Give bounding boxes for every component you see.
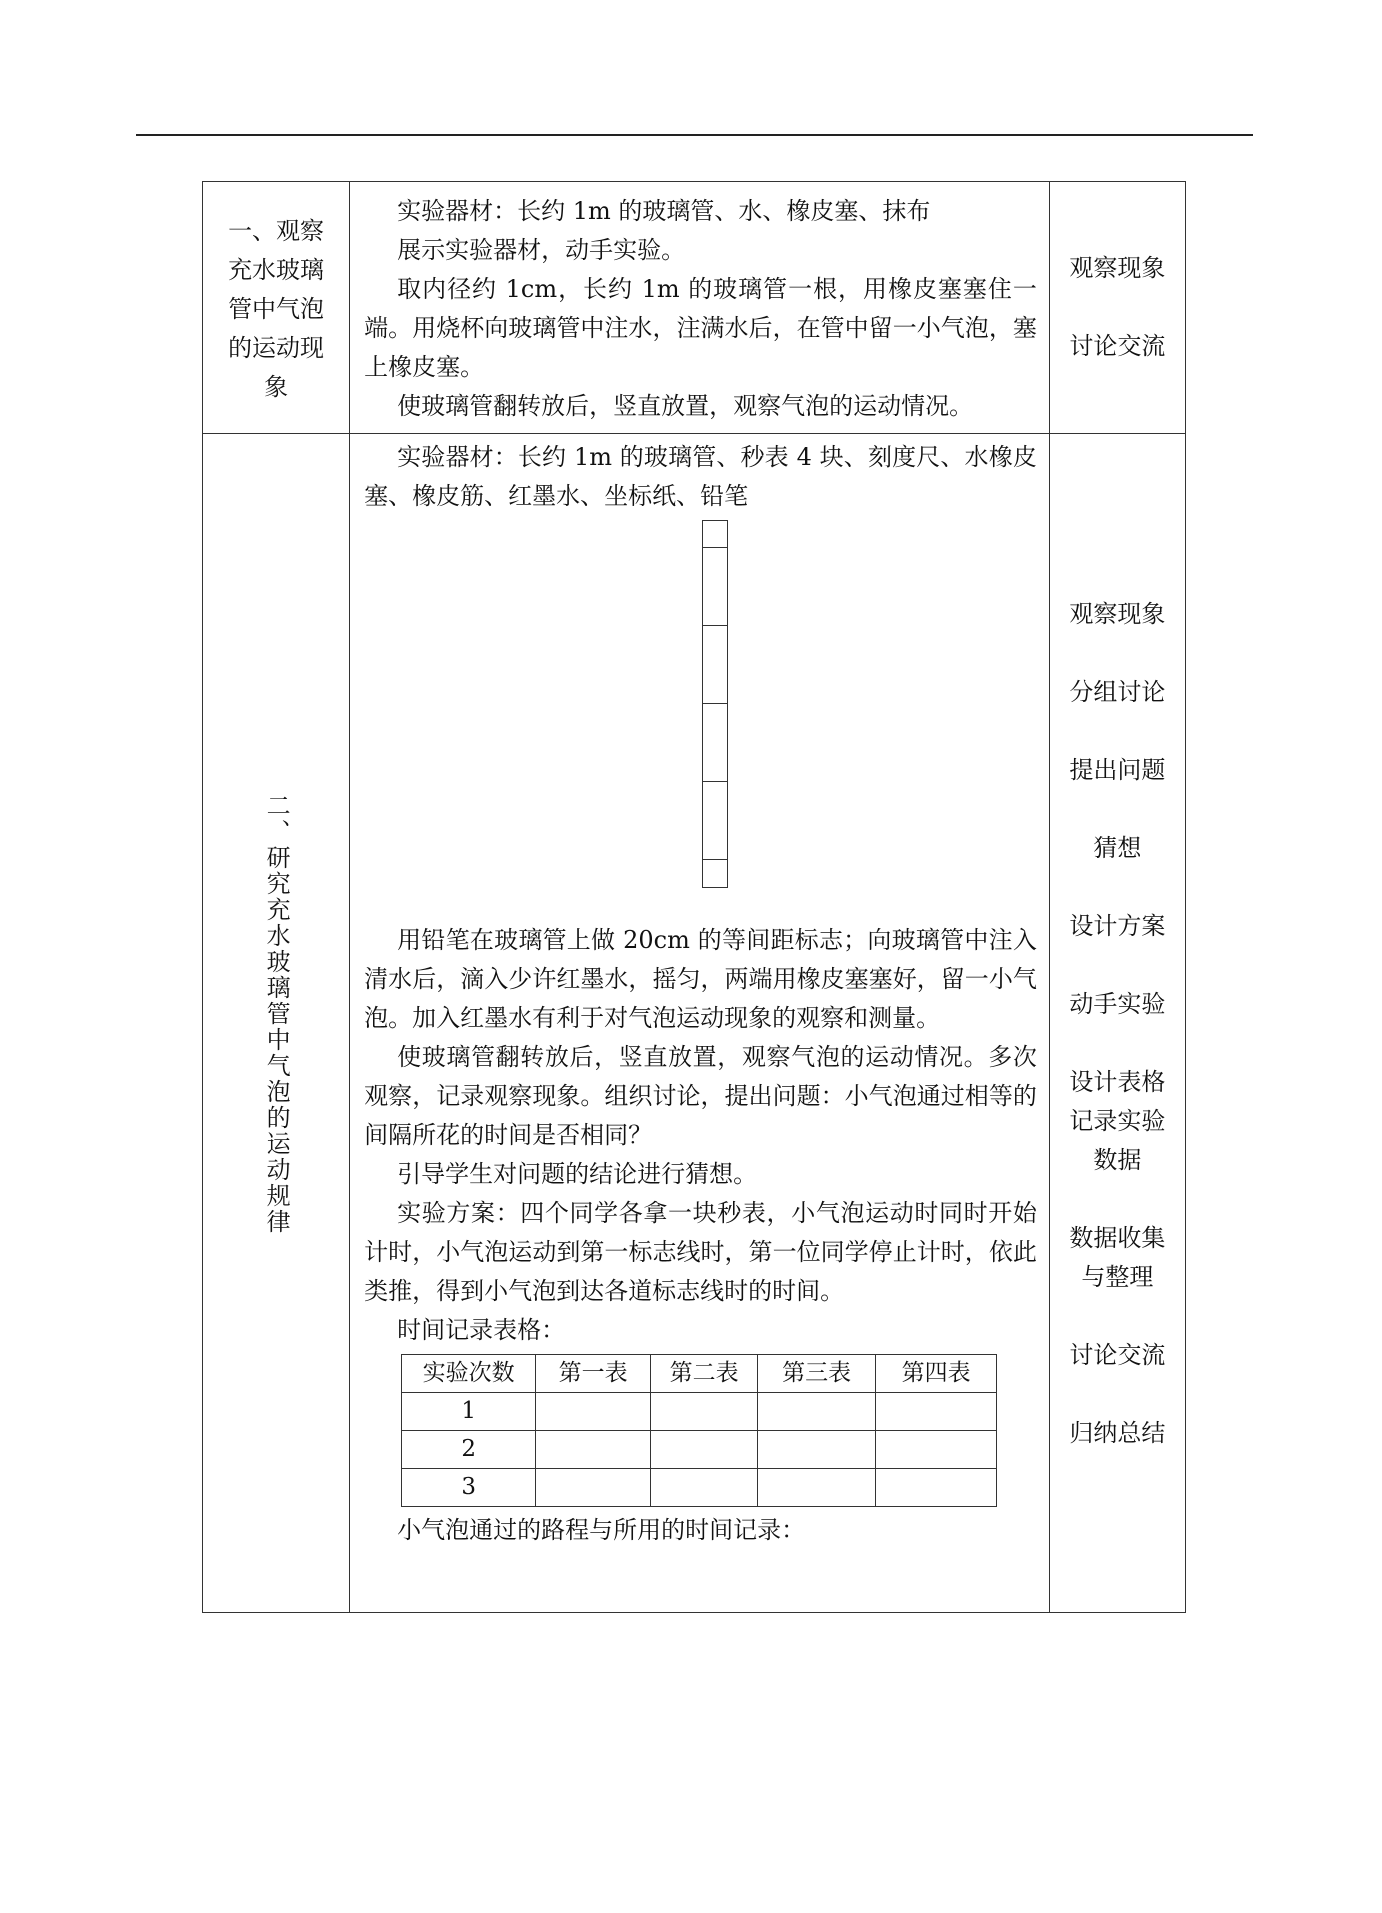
section1-title: 一、观察充水玻璃管中气泡的运动现象 (228, 216, 325, 401)
table-cell (876, 1431, 997, 1469)
table-cell (651, 1469, 758, 1507)
section2-title-cell (203, 434, 350, 1613)
section1-paragraph: 取内径约 1cm，长约 1m 的玻璃管一根，用橡皮塞塞住一端。用烧杯向玻璃管中注水，注满水后，在管中留一小气泡，塞上橡皮塞。 (364, 275, 1037, 381)
time-record-table (401, 1354, 997, 1507)
activity-label: 设计方案 (1069, 912, 1166, 941)
section2-content-cell (350, 434, 1050, 1613)
activity-label: 讨论交流 (1069, 332, 1166, 360)
tube-mark (703, 703, 727, 704)
tube-mark (703, 547, 727, 548)
lesson-table (202, 181, 1186, 1613)
table-cell: 1 (402, 1393, 536, 1431)
section1-paragraph: 实验器材：长约 1m 的玻璃管、水、橡皮塞、抹布 (397, 197, 931, 225)
table-header-cell: 第二表 (651, 1355, 758, 1393)
table-header-cell: 第一表 (536, 1355, 651, 1393)
section1-row (203, 182, 1186, 434)
header-rule (136, 134, 1253, 136)
table-cell (536, 1393, 651, 1431)
table-header-cell: 实验次数 (402, 1355, 536, 1393)
glass-tube-figure (364, 516, 1037, 921)
section2-paragraph: 用铅笔在玻璃管上做 20cm 的等间距标志；向玻璃管中注入清水后，滴入少许红墨水，摇匀，两端用橡皮塞塞好，留一小气泡。加入红墨水有利于对气泡运动现象的观察和测量。 (364, 926, 1037, 1033)
table-cell (758, 1469, 876, 1507)
glass-tube (702, 520, 728, 888)
table-row (402, 1469, 997, 1507)
section2-activity-cell (1049, 434, 1185, 1613)
tube-mark (703, 625, 727, 626)
table-cell (536, 1469, 651, 1507)
table-header-cell: 第四表 (876, 1355, 997, 1393)
activity-label: 归纳总结 (1069, 1419, 1166, 1448)
table-cell: 2 (402, 1431, 536, 1469)
section1-paragraph: 使玻璃管翻转放后，竖直放置，观察气泡的运动情况。 (397, 392, 974, 420)
table-cell (536, 1431, 651, 1469)
table-row (402, 1431, 997, 1469)
section2-row (203, 434, 1186, 1613)
table-row (402, 1393, 997, 1431)
table-cell (758, 1393, 876, 1431)
activity-label: 设计表格记录实验数据 (1069, 1068, 1166, 1175)
section2-paragraph: 引导学生对问题的结论进行猜想。 (397, 1160, 758, 1189)
table-cell (758, 1431, 876, 1469)
table-cell (876, 1393, 997, 1431)
table-header-row (402, 1355, 997, 1393)
activity-label: 数据收集与整理 (1069, 1224, 1166, 1292)
tube-mark (703, 859, 727, 860)
activity-label: 讨论交流 (1069, 1341, 1166, 1370)
section1-title-cell (203, 182, 350, 434)
activity-label: 猜想 (1093, 834, 1142, 863)
section2-intro: 实验器材：长约 1m 的玻璃管、秒表 4 块、刻度尺、水橡皮塞、橡皮筋、红墨水、坐标纸、铅笔 (364, 443, 1037, 511)
section1-paragraph: 展示实验器材，动手实验。 (397, 236, 686, 264)
table-caption: 时间记录表格： (397, 1316, 566, 1345)
activity-label: 观察现象 (1069, 600, 1166, 629)
table-cell (876, 1469, 997, 1507)
activity-label: 动手实验 (1069, 990, 1166, 1019)
table-cell (651, 1431, 758, 1469)
section2-paragraph: 使玻璃管翻转放后，竖直放置，观察气泡的运动情况。多次观察，记录观察现象。组织讨论，提出问题：小气泡通过相等的间隔所花的时间是否相同？ (364, 1043, 1037, 1150)
footer-text: 小气泡通过的路程与所用的时间记录： (397, 1516, 806, 1545)
section2-paragraph: 实验方案：四个同学各拿一块秒表，小气泡运动时同时开始计时，小气泡运动到第一标志线时，第一位同学停止计时，依此类推，得到小气泡到达各道标志线时的时间。 (364, 1199, 1037, 1306)
section1-activity-cell (1049, 182, 1185, 434)
section2-title: 二、研究充水玻璃管中气泡的运动规律 (262, 793, 291, 1236)
activity-label: 提出问题 (1069, 756, 1166, 785)
table-cell: 3 (402, 1469, 536, 1507)
tube-mark (703, 781, 727, 782)
table-cell (651, 1393, 758, 1431)
activity-label: 观察现象 (1069, 254, 1166, 282)
activity-label: 分组讨论 (1069, 678, 1166, 707)
section1-content-cell (350, 182, 1050, 434)
table-header-cell: 第三表 (758, 1355, 876, 1393)
